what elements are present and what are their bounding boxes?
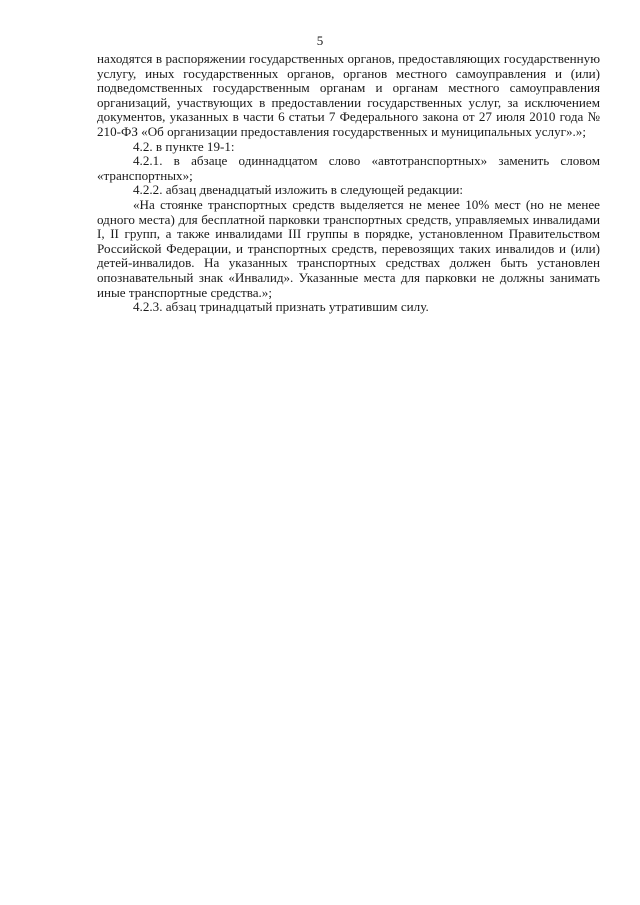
paragraph-item-4-2: 4.2. в пункте 19-1: — [133, 138, 235, 154]
paragraph-quoted-text: «На стоянке транспортных средств выделяется не менее 10% мест (но не менее одного места) для бесплатной парковки транспортных средств, управляемых инвалидами I, II групп, а также инвалидами III группы в порядке, установленном Правительством Российской Федерации, и транспортных средств, перевозящих таких инвалидов и (или) детей-инвалидов. На указанных транспортных средствах должен быть установлен опознавательный знак «Инвалид». Указанные места для парковки не должны занимать иные транспортные средства.»; — [97, 196, 600, 300]
paragraph-item-4-2-1: 4.2.1. в абзаце одиннадцатом слово «автотранспортных» заменить словом «транспортных»; — [97, 153, 600, 183]
paragraph-item-4-2-2: 4.2.2. абзац двенадцатый изложить в следующей редакции: — [133, 182, 464, 198]
paragraph-continuation: находятся в распоряжении государственных органов, предоставляющих государственную услугу, иных государственных органов, органов местного самоуправления и (или) подведомственных государственным органам и органам местного самоуправления организаций, участвующих в предоставлении государственных услуг, за исключением документов, указанных в части 6 статьи 7 Федерального закона от 27 июля 2010 года № 210-ФЗ «Об организации предоставления государственных и муниципальных услуг».»; — [97, 51, 600, 139]
page-number: 5 — [316, 33, 324, 48]
document-body — [97, 52, 600, 315]
paragraph-item-4-2-3: 4.2.3. абзац тринадцатый признать утратившим силу. — [133, 299, 429, 315]
